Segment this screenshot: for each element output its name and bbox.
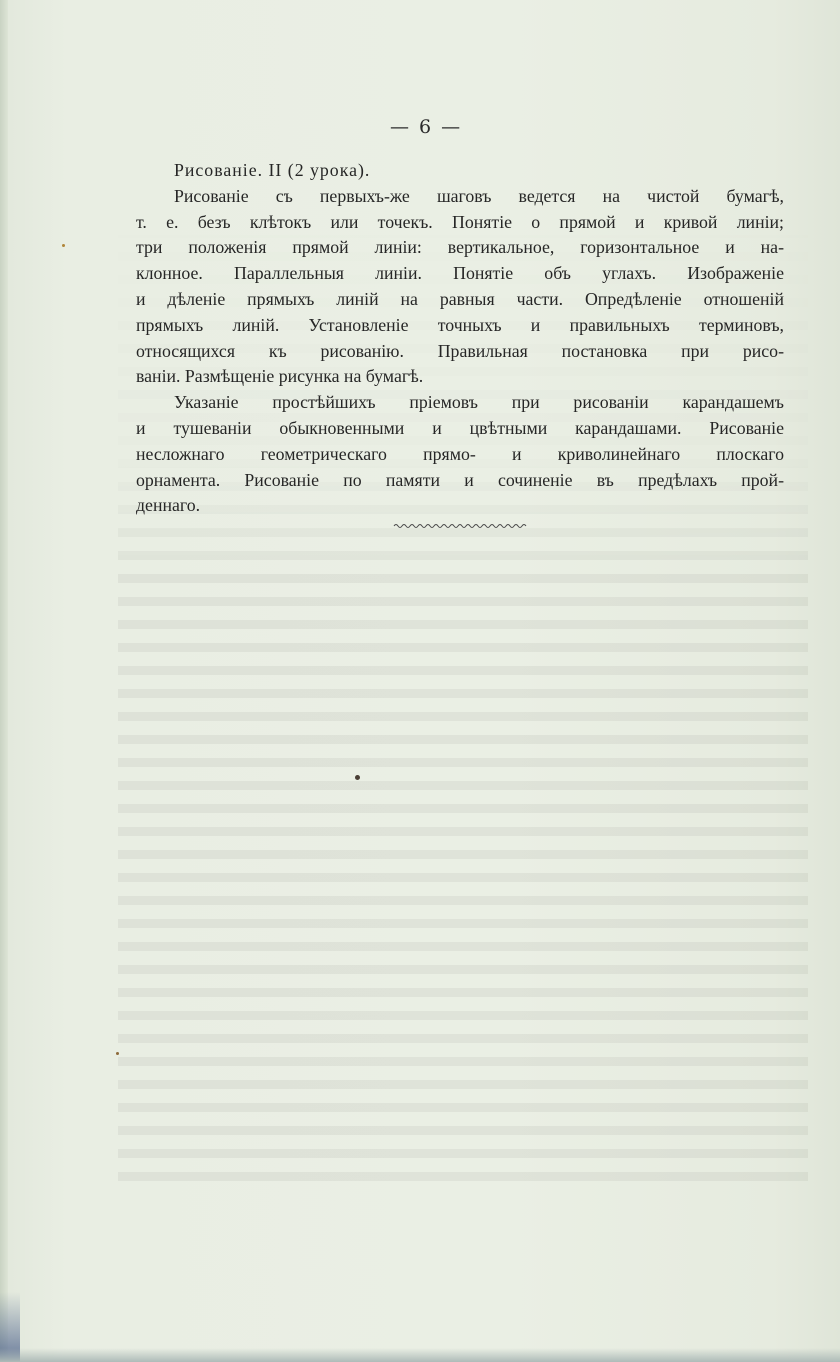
paragraph-1-line: Рисованіе съ первыхъ-же шаговъ ведется на чистой бумагѣ, (174, 185, 784, 206)
paragraph-1-line: клонное. Параллельныя линіи. Понятіе объ углахъ. Изображеніе (136, 263, 784, 284)
paragraph-2-line: Указаніе простѣйшихъ пріемовъ при рисованіи карандашемъ (174, 392, 784, 413)
paragraph-2-line: орнамента. Рисованіе по памяти и сочиненіе въ предѣлахъ прой- (136, 469, 784, 490)
section-divider-ornament (392, 521, 528, 531)
page-spine-edge (0, 0, 8, 1362)
section-heading: Рисованіе. II (2 урока). (174, 160, 371, 180)
paragraph-1-line: относящихся къ рисованію. Правильная постановка при рисо- (136, 340, 784, 361)
section-text (136, 158, 784, 519)
paragraph-1-line: прямыхъ линій. Установленіе точныхъ и правильныхъ терминовъ, (136, 314, 784, 335)
paragraph-1-line: три положенія прямой линіи: вертикальное, горизонтальное и на- (136, 237, 784, 258)
ink-speck (355, 775, 360, 780)
paragraph-1-line: и дѣленіе прямыхъ линій на равныя части. Опредѣленіе отношеній (136, 288, 784, 309)
paragraph-1-line: ваніи. Размѣщеніе рисунка на бумагѣ. (136, 366, 424, 387)
paragraph-2-line: и тушеваніи обыкновенными и цвѣтными карандашами. Рисованіе (136, 417, 784, 438)
page-bottom-shadow (0, 1348, 840, 1362)
ink-speck (62, 244, 65, 247)
paragraph-1-line: т. е. безъ клѣтокъ или точекъ. Понятіе о прямой и кривой линіи; (136, 211, 784, 232)
paragraph-2-line: несложнаго геометрическаго прямо- и криволинейнаго плоскаго (136, 443, 784, 464)
page-number: — 6 — (390, 116, 463, 138)
paragraph-2-line: деннаго. (136, 495, 201, 516)
ink-speck (116, 1052, 119, 1055)
